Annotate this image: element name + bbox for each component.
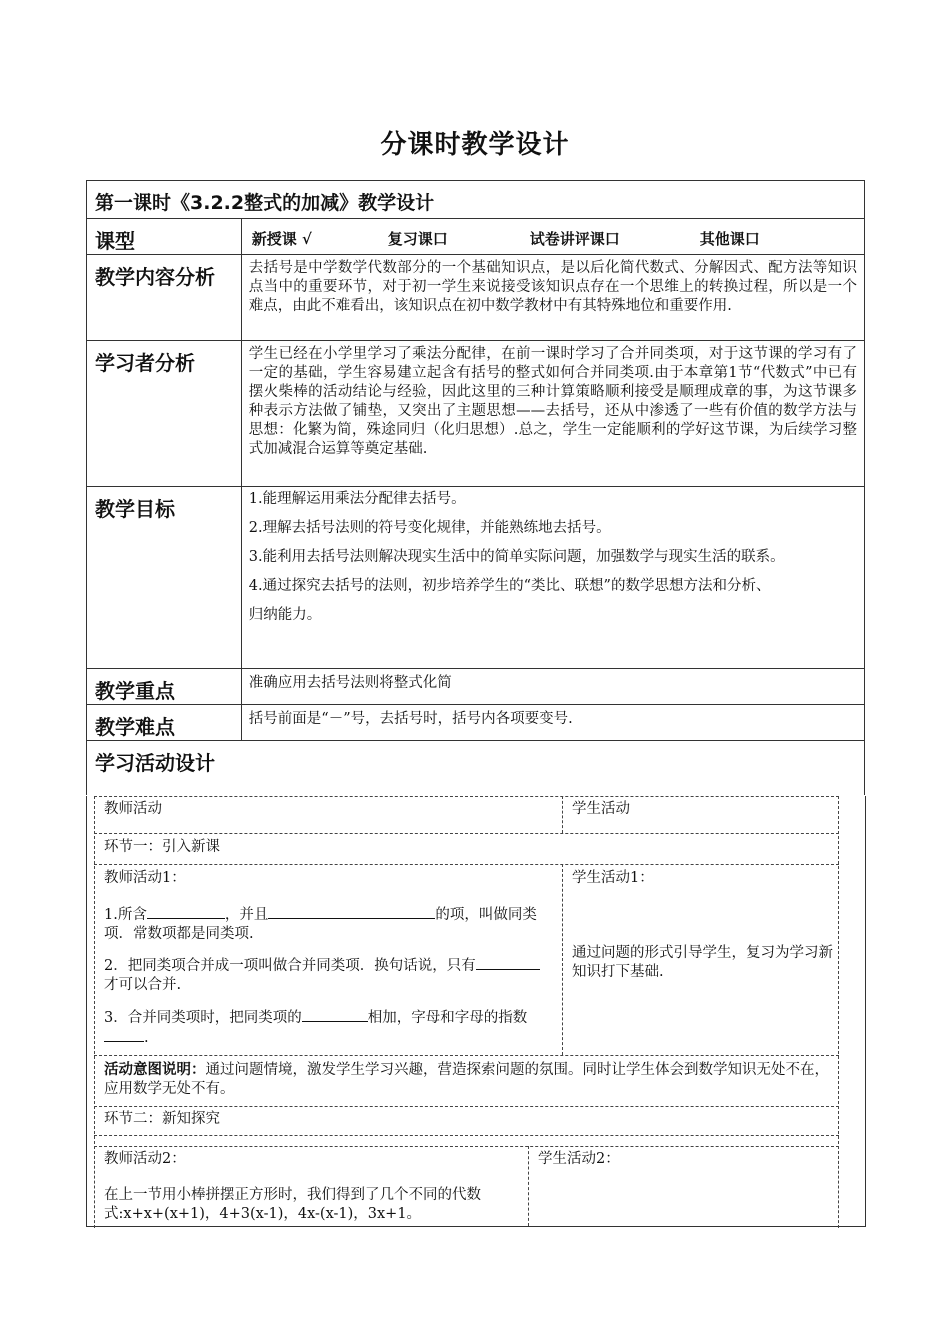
question-three-part-a: 3．合并同类项时，把同类项的 [104, 1010, 302, 1026]
blank-field [104, 1028, 144, 1042]
objective-item: 3.能利用去括号法则解决现实生活中的简单实际问题，加强数学与现实生活的联系。 [248, 549, 785, 565]
difficulty-label: 教学难点 [87, 705, 242, 741]
question-one-part-c: 的项，叫做同类项．常数项都是同类项. [104, 907, 537, 942]
section-one-title: 环节一：引入新课 [104, 839, 220, 855]
teacher-activity-one-label: 教师活动1： [104, 870, 186, 886]
blank-field [476, 956, 540, 970]
option-review: 复习课口 [387, 230, 448, 248]
activity-intent-label: 活动意图说明： [104, 1061, 206, 1078]
page-title: 分课时教学设计 [380, 130, 570, 160]
objective-item: 归纳能力。 [248, 607, 322, 623]
learner-analysis-text: 学生已经在小学里学习了乘法分配律，在前一课时学习了合并同类项，对于这节课的学习有了一定的基础，学生容易建立起含有括号的整式如何合并同类项.由于本章第1节“代数式”中已有摆火柴棒的活动结论与经验，因此这里的三种计算策略顺利接受是顺理成章的事，为这节课多种表示方法做了铺垫，又突出了主题思想——去括号，还从中渗透了一些有价值的数学方法与思想：化繁为简，殊途同归（化归思想）.总之，学生一定能顺利的学好这节课，为后续学习整式加减混合运算等奠定基础. [241, 341, 864, 487]
objective-item: 4.通过探究去括号的法则，初步培养学生的“类比、联想”的数学思想方法和分析、 [248, 578, 771, 594]
option-new-lesson: 新授课 √ [251, 230, 312, 248]
blank-field [268, 905, 435, 919]
teacher-activity-two-label: 教师活动2： [104, 1151, 186, 1167]
lesson-design-table [86, 180, 865, 795]
activity-intent-text: 通过问题情境，激发学生学习兴趣，营造探索问题的氛围。同时让学生体会到数学知识无处不在，应用数学无处不有。 [104, 1062, 829, 1097]
blank-field [147, 905, 225, 919]
objective-item: 2.理解去括号法则的符号变化规律，并能熟练地去括号。 [248, 520, 611, 536]
learner-analysis-label: 学习者分析 [87, 341, 242, 487]
activity-design-label: 学习活动设计 [87, 741, 865, 795]
activity-intent [104, 1060, 832, 1099]
student-activity-header: 学生活动 [572, 801, 630, 817]
teacher-activity-two-text: 在上一节用小棒拼摆正方形时，我们得到了几个不同的代数式:x+x+(x+1)，4+3(x-1)，4x-(x-1)，3x+1。 [104, 1187, 481, 1222]
row-divider [94, 1106, 839, 1107]
outer-right-border [865, 796, 866, 1227]
question-two-part-b: 才可以合并. [104, 977, 182, 993]
question-two [104, 956, 554, 995]
content-analysis-text: 去括号是中学数学代数部分的一个基础知识点，是以后化简代数式、分解因式、配方法等知识点当中的重要环节，对于初一学生来说接受该知识点存在一个思维上的转换过程，所以是一个难点，由此不难看出，该知识点在初中数学教材中有其特殊地位和重要作用. [241, 255, 864, 341]
outer-left-border [86, 796, 87, 1227]
course-type-options [241, 219, 864, 255]
option-other: 其他课口 [699, 230, 760, 248]
question-one [104, 905, 554, 944]
option-exam-review: 试卷讲评课口 [529, 230, 620, 248]
student-activity-one-text: 通过问题的形式引导学生，复习为学习新知识打下基础. [572, 945, 833, 980]
objective-item: 1.能理解运用乘法分配律去括号。 [248, 491, 466, 507]
blank-field [302, 1008, 368, 1022]
content-analysis-label: 教学内容分析 [87, 255, 242, 341]
difficulty-text: 括号前面是“－”号，去括号时，括号内各项要变号. [241, 705, 864, 741]
activity-two-divider [528, 1146, 529, 1226]
objectives-list [241, 487, 864, 669]
question-one-part-b: ，并且 [224, 907, 269, 923]
activity-one-divider [562, 864, 563, 1055]
course-type-label: 课型 [87, 219, 242, 255]
question-three-part-c: . [144, 1030, 149, 1046]
section-two-title: 环节二：新知探究 [104, 1111, 220, 1127]
question-two-part-a: 2．把同类项合并成一项叫做合并同类项．换句话说，只有 [104, 958, 476, 974]
question-one-part-a: 1.所含 [104, 907, 147, 923]
key-point-label: 教学重点 [87, 669, 242, 705]
row-divider [94, 1055, 839, 1056]
question-three [104, 1008, 554, 1048]
row-divider [94, 833, 839, 834]
lesson-title: 第一课时《3.2.2整式的加减》教学设计 [87, 181, 865, 219]
row-divider [94, 1135, 839, 1136]
student-activity-one-label: 学生活动1： [572, 870, 654, 886]
teacher-activity-header: 教师活动 [104, 801, 162, 817]
header-divider [562, 796, 563, 833]
student-activity-two-label: 学生活动2： [538, 1151, 620, 1167]
key-point-text: 准确应用去括号法则将整式化简 [241, 669, 864, 705]
objectives-label: 教学目标 [87, 487, 242, 669]
row-divider [94, 864, 839, 865]
question-three-part-b: 相加，字母和字母的指数 [367, 1010, 528, 1026]
